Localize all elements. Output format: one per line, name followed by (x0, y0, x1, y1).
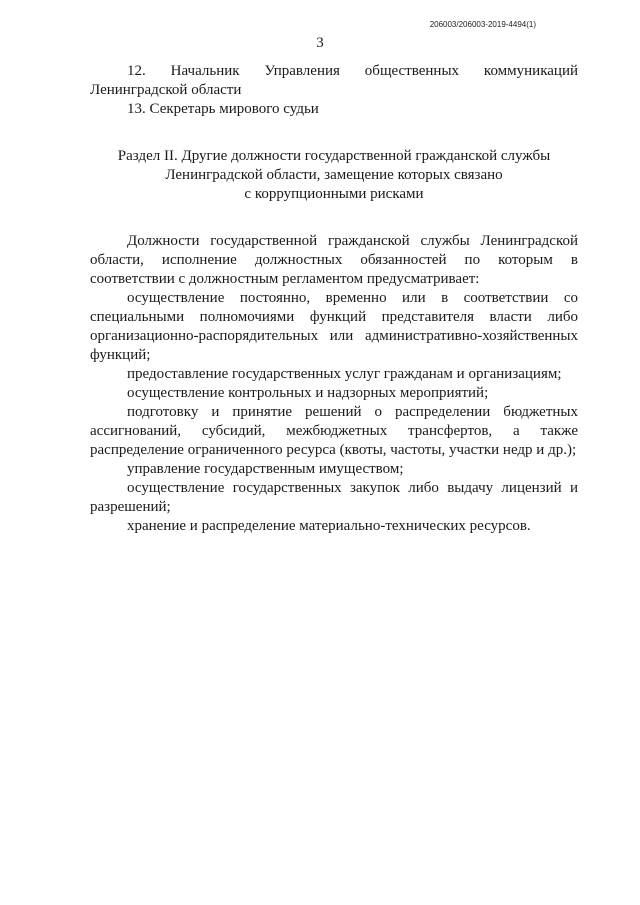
section-title-line: Раздел II. Другие должности государственной гражданской службы (117, 148, 551, 164)
section-title-line: с коррупционными рисками (244, 186, 424, 202)
list-item: 12. Начальник Управления общественных коммуникаций Ленинградской области (90, 63, 578, 98)
intro-paragraph: Должности государственной гражданской службы Ленинградской области, исполнение должностных обязанностей по которым в соответствии с должностным регламентом предусматривает: (90, 233, 578, 287)
duty-item: подготовку и принятие решений о распределении бюджетных ассигнований, субсидий, межбюджетных трансфертов, а также распределение ограниченного ресурса (квоты, частоты, участки недр и др.); (90, 404, 578, 458)
list-item: 13. Секретарь мирового судьи (127, 101, 319, 117)
section-title-line: Ленинградской области, замещение которых связано (165, 167, 503, 183)
duty-item: осуществление контрольных и надзорных мероприятий; (127, 385, 489, 401)
duty-item: хранение и распределение материально-технических ресурсов. (127, 518, 531, 534)
duty-item: осуществление постоянно, временно или в соответствии со специальными полномочиями функций представителя власти либо организационно-распорядительных или административно-хозяйственных функций; (90, 290, 578, 363)
duty-item: управление государственным имуществом; (127, 461, 404, 477)
document-id: 206003/206003-2019-4494(1) (429, 20, 536, 29)
section-title (90, 147, 578, 204)
duty-item: предоставление государственных услуг гражданам и организациям; (127, 366, 562, 382)
document-body (90, 62, 578, 536)
duty-item: осуществление государственных закупок либо выдачу лицензий и разрешений; (90, 480, 578, 515)
page-number: 3 (316, 35, 324, 51)
